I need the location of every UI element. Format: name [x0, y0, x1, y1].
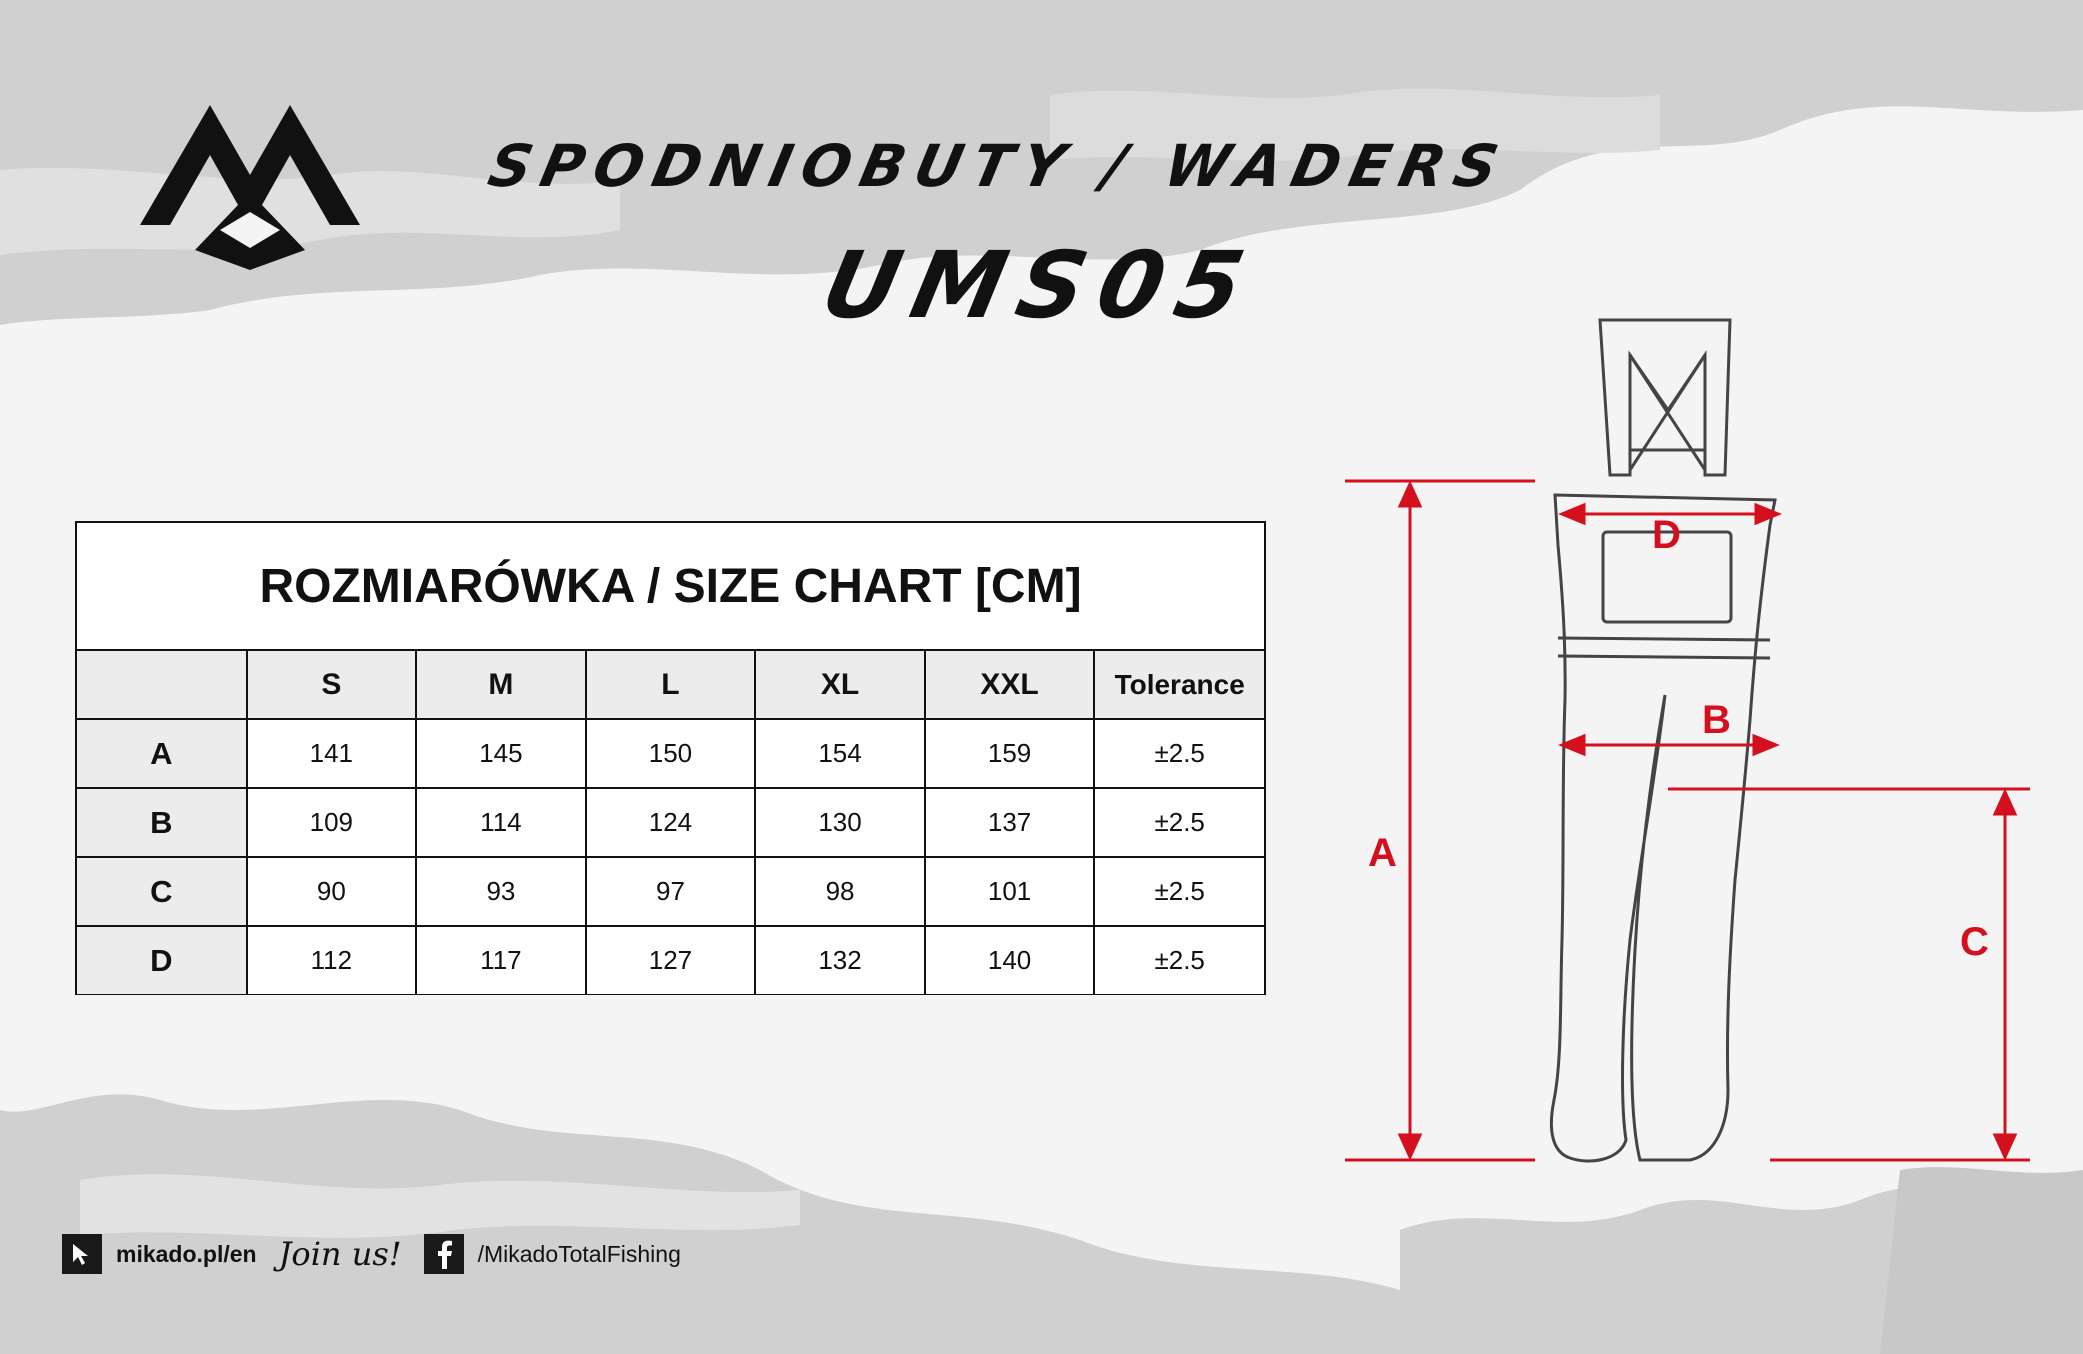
table-cell: ±2.5: [1094, 926, 1264, 994]
facebook-icon[interactable]: [424, 1234, 464, 1274]
size-chart: [75, 521, 1266, 995]
table-cell: 145: [416, 719, 586, 788]
table-cell: 141: [247, 719, 417, 788]
measure-label-a: A: [1368, 831, 1397, 875]
column-header: M: [416, 651, 586, 719]
row-label: B: [77, 788, 247, 857]
size-table: [77, 651, 1264, 994]
measure-label-c: C: [1960, 920, 1989, 964]
table-cell: 109: [247, 788, 417, 857]
column-header: Tolerance: [1094, 651, 1264, 719]
table-cell: 154: [755, 719, 925, 788]
corner-cell: [77, 651, 247, 719]
measure-lines: [1345, 481, 2030, 1160]
column-header: XL: [755, 651, 925, 719]
website-link[interactable]: mikado.pl/en: [116, 1240, 257, 1267]
column-header: XXL: [925, 651, 1095, 719]
table-cell: 140: [925, 926, 1095, 994]
table-cell: 98: [755, 857, 925, 926]
table-cell: 112: [247, 926, 417, 994]
table-cell: ±2.5: [1094, 788, 1264, 857]
table-cell: 130: [755, 788, 925, 857]
row-label: A: [77, 719, 247, 788]
table-cell: 132: [755, 926, 925, 994]
measure-label-d: D: [1652, 513, 1681, 557]
column-header: L: [586, 651, 756, 719]
product-model-title: UMS05: [813, 232, 1267, 339]
table-header-row: [77, 651, 1264, 719]
join-us-slogan: Join us!: [278, 1235, 402, 1273]
mikado-logo: [140, 100, 360, 270]
cursor-icon: [62, 1234, 102, 1274]
waders-diagram: [1330, 300, 2050, 1180]
table-cell: 93: [416, 857, 586, 926]
table-cell: 101: [925, 857, 1095, 926]
table-cell: 150: [586, 719, 756, 788]
column-header: S: [247, 651, 417, 719]
table-cell: 90: [247, 857, 417, 926]
table-cell: 124: [586, 788, 756, 857]
product-category-title: SPODNIOBUTY / WADERS: [482, 132, 1514, 200]
table-cell: 114: [416, 788, 586, 857]
table-row: [77, 926, 1264, 994]
footer: [62, 1230, 681, 1278]
table-cell: 117: [416, 926, 586, 994]
row-label: D: [77, 926, 247, 994]
size-chart-title: ROZMIARÓWKA / SIZE CHART [CM]: [77, 523, 1264, 651]
table-row: [77, 857, 1264, 926]
table-cell: 127: [586, 926, 756, 994]
table-cell: ±2.5: [1094, 719, 1264, 788]
table-cell: 97: [586, 857, 756, 926]
table-cell: 137: [925, 788, 1095, 857]
table-cell: ±2.5: [1094, 857, 1264, 926]
facebook-link[interactable]: /MikadoTotalFishing: [477, 1240, 681, 1267]
table-row: [77, 719, 1264, 788]
row-label: C: [77, 857, 247, 926]
table-row: [77, 788, 1264, 857]
measure-label-b: B: [1702, 698, 1731, 742]
table-cell: 159: [925, 719, 1095, 788]
